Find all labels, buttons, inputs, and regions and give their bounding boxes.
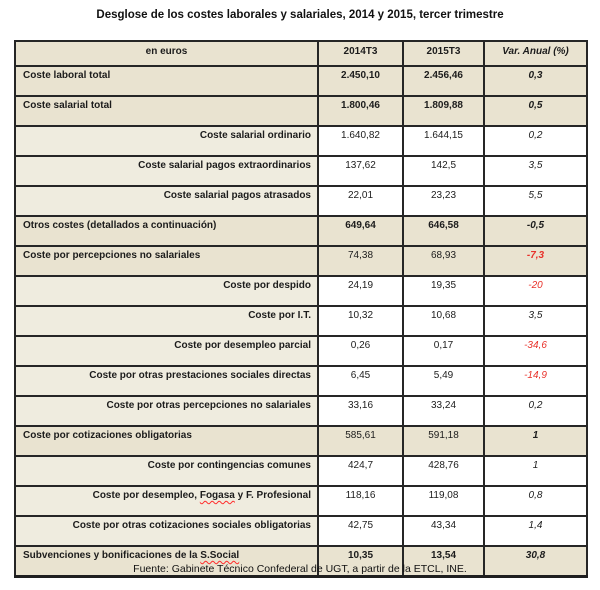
header-2014t3: 2014T3 xyxy=(318,41,403,66)
value-2015t3: 33,24 xyxy=(403,396,484,426)
value-2014t3: 137,62 xyxy=(318,156,403,186)
row-label: Coste por I.T. xyxy=(15,306,318,336)
row-label: Coste laboral total xyxy=(15,66,318,96)
variation-value: 3,5 xyxy=(484,156,587,186)
variation-value: 1 xyxy=(484,456,587,486)
header-2015t3: 2015T3 xyxy=(403,41,484,66)
value-2014t3: 6,45 xyxy=(318,366,403,396)
header-var-anual: Var. Anual (%) xyxy=(484,41,587,66)
header-row xyxy=(15,41,587,66)
value-2015t3: 591,18 xyxy=(403,426,484,456)
variation-value: -0,5 xyxy=(484,216,587,246)
spellcheck-underline: S.Social xyxy=(200,550,240,561)
variation-value: 0,2 xyxy=(484,126,587,156)
value-2014t3: 10,35 xyxy=(318,546,403,577)
value-2015t3: 23,23 xyxy=(403,186,484,216)
row-label: Coste salarial pagos atrasados xyxy=(15,186,318,216)
table-row xyxy=(15,96,587,126)
variation-value: 3,5 xyxy=(484,306,587,336)
table-body xyxy=(15,66,587,577)
value-2014t3: 22,01 xyxy=(318,186,403,216)
value-2014t3: 424,7 xyxy=(318,456,403,486)
variation-value: 5,5 xyxy=(484,186,587,216)
value-2015t3: 0,17 xyxy=(403,336,484,366)
row-label: Coste salarial total xyxy=(15,96,318,126)
value-2014t3: 585,61 xyxy=(318,426,403,456)
value-2015t3: 43,34 xyxy=(403,516,484,546)
table-row xyxy=(15,396,587,426)
value-2014t3: 24,19 xyxy=(318,276,403,306)
row-label: Coste salarial ordinario xyxy=(15,126,318,156)
row-label: Coste por percepciones no salariales xyxy=(15,246,318,276)
table-row xyxy=(15,66,587,96)
value-2014t3: 0,26 xyxy=(318,336,403,366)
variation-value: -7,3 xyxy=(484,246,587,276)
value-2014t3: 1.800,46 xyxy=(318,96,403,126)
table-header xyxy=(15,41,587,66)
variation-value: -14,9 xyxy=(484,366,587,396)
row-label: Coste por despido xyxy=(15,276,318,306)
row-label: Coste por contingencias comunes xyxy=(15,456,318,486)
variation-value: 0,2 xyxy=(484,396,587,426)
row-label: Subvenciones y bonificaciones de la S.Social xyxy=(15,546,318,577)
variation-value: -20 xyxy=(484,276,587,306)
value-2014t3: 118,16 xyxy=(318,486,403,516)
row-label: Coste por desempleo, Fogasa y F. Profesional xyxy=(15,486,318,516)
variation-value: -34,6 xyxy=(484,336,587,366)
row-label: Coste por otras cotizaciones sociales obligatorias xyxy=(15,516,318,546)
value-2015t3: 119,08 xyxy=(403,486,484,516)
value-2015t3: 142,5 xyxy=(403,156,484,186)
value-2014t3: 74,38 xyxy=(318,246,403,276)
value-2015t3: 19,35 xyxy=(403,276,484,306)
header-en-euros: en euros xyxy=(15,41,318,66)
value-2015t3: 13,54 xyxy=(403,546,484,577)
value-2014t3: 1.640,82 xyxy=(318,126,403,156)
row-label: Coste por cotizaciones obligatorias xyxy=(15,426,318,456)
table-row xyxy=(15,366,587,396)
value-2014t3: 2.450,10 xyxy=(318,66,403,96)
table-row xyxy=(15,246,587,276)
variation-value: 30,8 xyxy=(484,546,587,577)
value-2015t3: 646,58 xyxy=(403,216,484,246)
spellcheck-underline: Fogasa xyxy=(199,490,235,501)
table-row xyxy=(15,156,587,186)
variation-value: 1,4 xyxy=(484,516,587,546)
value-2014t3: 649,64 xyxy=(318,216,403,246)
row-label: Otros costes (detallados a continuación) xyxy=(15,216,318,246)
table-row xyxy=(15,426,587,456)
table-row xyxy=(15,186,587,216)
variation-value: 0,8 xyxy=(484,486,587,516)
row-label: Coste salarial pagos extraordinarios xyxy=(15,156,318,186)
row-label: Coste por otras prestaciones sociales directas xyxy=(15,366,318,396)
page-title: Desglose de los costes laborales y salariales, 2014 y 2015, tercer trimestre xyxy=(96,9,504,21)
table-row xyxy=(15,216,587,246)
value-2015t3: 1.809,88 xyxy=(403,96,484,126)
row-label: Coste por otras percepciones no salariales xyxy=(15,396,318,426)
value-2015t3: 428,76 xyxy=(403,456,484,486)
table-row xyxy=(15,336,587,366)
table-row xyxy=(15,126,587,156)
labor-costs-table xyxy=(14,40,588,578)
value-2015t3: 10,68 xyxy=(403,306,484,336)
value-2014t3: 10,32 xyxy=(318,306,403,336)
row-label: Coste por desempleo parcial xyxy=(15,336,318,366)
value-2015t3: 1.644,15 xyxy=(403,126,484,156)
table-row xyxy=(15,516,587,546)
value-2015t3: 2.456,46 xyxy=(403,66,484,96)
table-row xyxy=(15,486,587,516)
value-2015t3: 5,49 xyxy=(403,366,484,396)
variation-value: 1 xyxy=(484,426,587,456)
variation-value: 0,3 xyxy=(484,66,587,96)
table-row xyxy=(15,276,587,306)
source-note: Fuente: Gabinete Técnico Confederal de UGT, a partir de la ETCL, INE. xyxy=(133,563,467,575)
value-2014t3: 33,16 xyxy=(318,396,403,426)
value-2014t3: 42,75 xyxy=(318,516,403,546)
table-row xyxy=(15,306,587,336)
variation-value: 0,5 xyxy=(484,96,587,126)
value-2015t3: 68,93 xyxy=(403,246,484,276)
table-row xyxy=(15,456,587,486)
